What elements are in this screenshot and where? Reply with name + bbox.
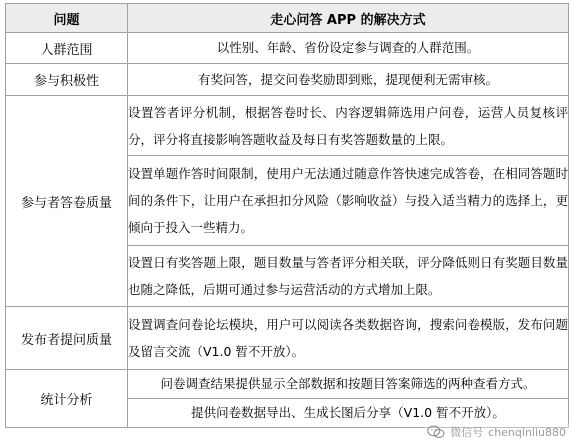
table-row [6,64,569,96]
row-cell-motivation: 有奖问答，提交问卷奖励即到账，提现便利无需审核。 [128,64,569,96]
row-label-publisher-quality: 发布者提问质量 [6,307,128,370]
row-cell-statistics-2: 提供问卷数据导出、生成长图后分享（V1.0 暂不开放）。 [128,399,569,428]
row-cell-statistics-1: 问卷调查结果提供显示全部数据和按题目答案筛选的两种查看方式。 [128,370,569,399]
wechat-watermark [424,423,569,441]
row-cell-answer-quality-3: 设置日有奖答题上限，题目数量与答者评分相关联，评分降低则日有奖题目数量也随之降低，后期可通过参与运营活动的方式增加上限。 [128,246,569,307]
row-label-answer-quality: 参与者答卷质量 [6,96,128,307]
row-label-statistics: 统计分析 [6,370,128,428]
row-label-motivation: 参与积极性 [6,64,128,96]
table-row [6,33,569,64]
table-row [6,370,569,399]
watermark-platform: 微信号 [450,426,484,439]
row-cell-answer-quality-2: 设置单题作答时间限制，使用户无法通过随意作答快速完成答卷，在相同答题时间的条件下，让用户在承担扣分风险（影响收益）与投入适当精力的选择上，更倾向于投入一些精力。 [128,156,569,246]
header-problem: 问题 [6,4,128,33]
row-label-audience: 人群范围 [6,33,128,64]
watermark-account: chenqinliu880 [488,425,566,439]
header-row [6,4,569,33]
table-row [6,96,569,156]
header-solution: 走心问答 APP 的解决方式 [128,4,569,33]
row-cell-audience: 以性别、年龄、省份设定参与调查的人群范围。 [128,33,569,64]
row-cell-answer-quality-1: 设置答者评分机制，根据答卷时长、内容逻辑筛选用户问卷，运营人员复核评分，评分将直接影响答题收益及每日有奖答题数量的上限。 [128,96,569,156]
table-row [6,307,569,370]
wechat-icon [427,425,445,439]
row-cell-publisher-quality: 设置调查问卷论坛模块，用户可以阅读各类数据咨询，搜索问卷模版，发布问题及留言交流（V1.0 暂不开放）。 [128,307,569,370]
solution-table [5,3,569,428]
